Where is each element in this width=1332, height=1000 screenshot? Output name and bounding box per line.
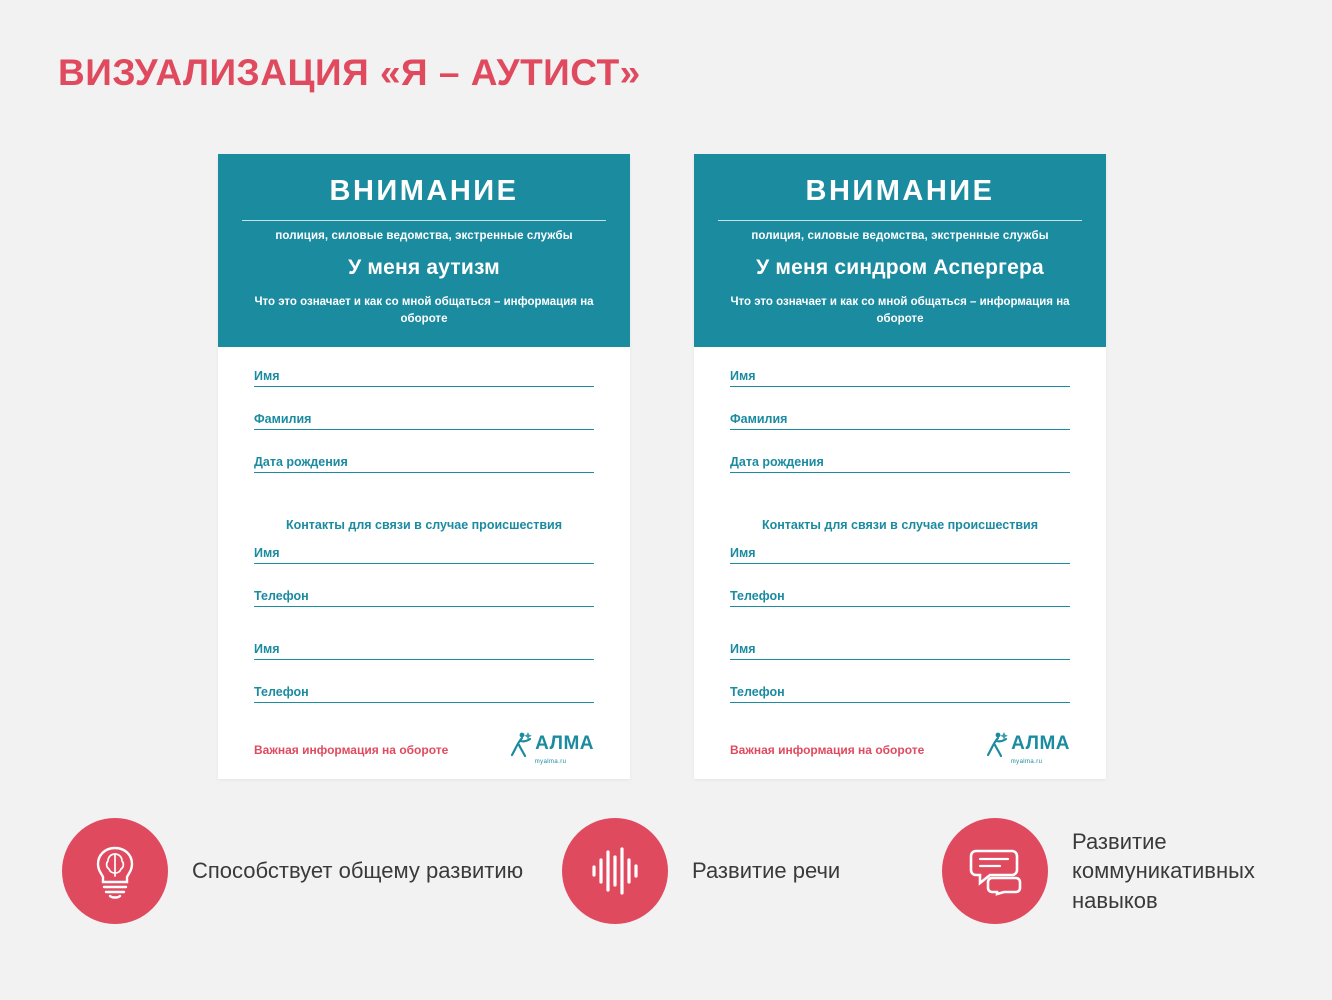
speech-bubbles-icon xyxy=(966,846,1024,896)
autism-card xyxy=(218,154,630,779)
services-line: полиция, силовые ведомства, экстренные службы xyxy=(751,229,1049,242)
brain-bulb-icon xyxy=(88,842,142,900)
card-body xyxy=(694,347,1106,712)
benefit-item xyxy=(62,818,562,924)
benefit-label: Развитие речи xyxy=(692,858,841,884)
spacer xyxy=(730,482,1070,508)
footer-note: Важная информация на обороте xyxy=(730,743,925,758)
spacer xyxy=(254,396,594,412)
benefit-label: Способствует общему развитию xyxy=(192,858,524,884)
field-line xyxy=(730,386,1070,387)
field-surname[interactable] xyxy=(730,412,1070,430)
field-line xyxy=(254,606,594,607)
field-name[interactable] xyxy=(730,369,1070,387)
contact-name-1[interactable] xyxy=(730,546,1070,564)
card-header xyxy=(218,154,630,347)
header-note: Что это означает и как со мной общаться – информация на обороте xyxy=(730,295,1070,325)
alma-figure-icon xyxy=(983,730,1009,758)
benefit-icon-circle xyxy=(562,818,668,924)
field-line xyxy=(730,563,1070,564)
spacer xyxy=(254,573,594,589)
logo-subtext: myalma.ru xyxy=(534,759,567,766)
contacts-heading: Контакты для связи в случае происшествия xyxy=(285,518,563,533)
asperger-card xyxy=(694,154,1106,779)
spacer xyxy=(730,573,1070,589)
spacer xyxy=(254,482,594,508)
condition-title: У меня синдром Аспергера xyxy=(756,255,1044,279)
header-divider xyxy=(718,220,1082,221)
alma-figure-icon xyxy=(507,730,533,758)
field-label: Телефон xyxy=(730,685,785,700)
field-label: Телефон xyxy=(730,589,785,604)
field-birthdate[interactable] xyxy=(254,455,594,473)
spacer xyxy=(730,396,1070,412)
contact-phone-2[interactable] xyxy=(730,685,1070,703)
field-line xyxy=(730,606,1070,607)
benefit-label: Развитие коммуникативных навыков xyxy=(1072,829,1255,913)
field-label: Имя xyxy=(254,546,280,561)
field-line xyxy=(254,386,594,387)
contacts-heading: Контакты для связи в случае происшествия xyxy=(761,518,1039,533)
contact-name-1[interactable] xyxy=(254,546,594,564)
field-label: Имя xyxy=(730,546,756,561)
field-label: Имя xyxy=(730,369,756,384)
field-line xyxy=(254,659,594,660)
condition-title: У меня аутизм xyxy=(348,255,500,279)
field-label: Имя xyxy=(254,369,280,384)
field-line xyxy=(730,472,1070,473)
field-line xyxy=(254,472,594,473)
field-label: Фамилия xyxy=(730,412,788,427)
attention-title: ВНИМАНИЕ xyxy=(805,175,995,207)
spacer xyxy=(730,669,1070,685)
field-label: Фамилия xyxy=(254,412,312,427)
contact-phone-1[interactable] xyxy=(730,589,1070,607)
field-line xyxy=(254,429,594,430)
spacer xyxy=(254,439,594,455)
field-label: Телефон xyxy=(254,685,309,700)
spacer xyxy=(254,616,594,642)
spacer xyxy=(730,616,1070,642)
field-line xyxy=(254,563,594,564)
logo-text: АЛМА xyxy=(535,733,594,755)
benefit-item xyxy=(942,818,1282,924)
benefit-icon-circle xyxy=(62,818,168,924)
field-line xyxy=(730,429,1070,430)
sound-wave-icon xyxy=(587,843,643,899)
logo-subtext: myalma.ru xyxy=(1010,759,1043,766)
benefit-item xyxy=(562,818,942,924)
card-body xyxy=(218,347,630,712)
alma-logo xyxy=(507,730,594,765)
card-footer xyxy=(218,712,630,765)
field-birthdate[interactable] xyxy=(730,455,1070,473)
logo-mark xyxy=(507,730,594,758)
field-label: Дата рождения xyxy=(254,455,348,470)
field-label: Телефон xyxy=(254,589,309,604)
card-footer xyxy=(694,712,1106,765)
footer-note: Важная информация на обороте xyxy=(254,743,449,758)
spacer xyxy=(254,669,594,685)
field-label: Дата рождения xyxy=(730,455,824,470)
field-line xyxy=(730,659,1070,660)
header-note: Что это означает и как со мной общаться – информация на обороте xyxy=(254,295,594,325)
spacer xyxy=(730,439,1070,455)
benefits-row xyxy=(62,818,1282,924)
field-label: Имя xyxy=(254,642,280,657)
field-line xyxy=(254,702,594,703)
field-surname[interactable] xyxy=(254,412,594,430)
alma-logo xyxy=(983,730,1070,765)
contact-phone-1[interactable] xyxy=(254,589,594,607)
contact-phone-2[interactable] xyxy=(254,685,594,703)
field-label: Имя xyxy=(730,642,756,657)
card-header xyxy=(694,154,1106,347)
field-line xyxy=(730,702,1070,703)
attention-title: ВНИМАНИЕ xyxy=(329,175,519,207)
logo-text: АЛМА xyxy=(1011,733,1070,755)
cards-row xyxy=(218,154,1106,779)
contact-name-2[interactable] xyxy=(254,642,594,660)
logo-mark xyxy=(983,730,1070,758)
services-line: полиция, силовые ведомства, экстренные службы xyxy=(275,229,573,242)
header-divider xyxy=(242,220,606,221)
benefit-icon-circle xyxy=(942,818,1048,924)
contact-name-2[interactable] xyxy=(730,642,1070,660)
field-name[interactable] xyxy=(254,369,594,387)
page-title: ВИЗУАЛИЗАЦИЯ «Я – АУТИСТ» xyxy=(58,52,641,93)
